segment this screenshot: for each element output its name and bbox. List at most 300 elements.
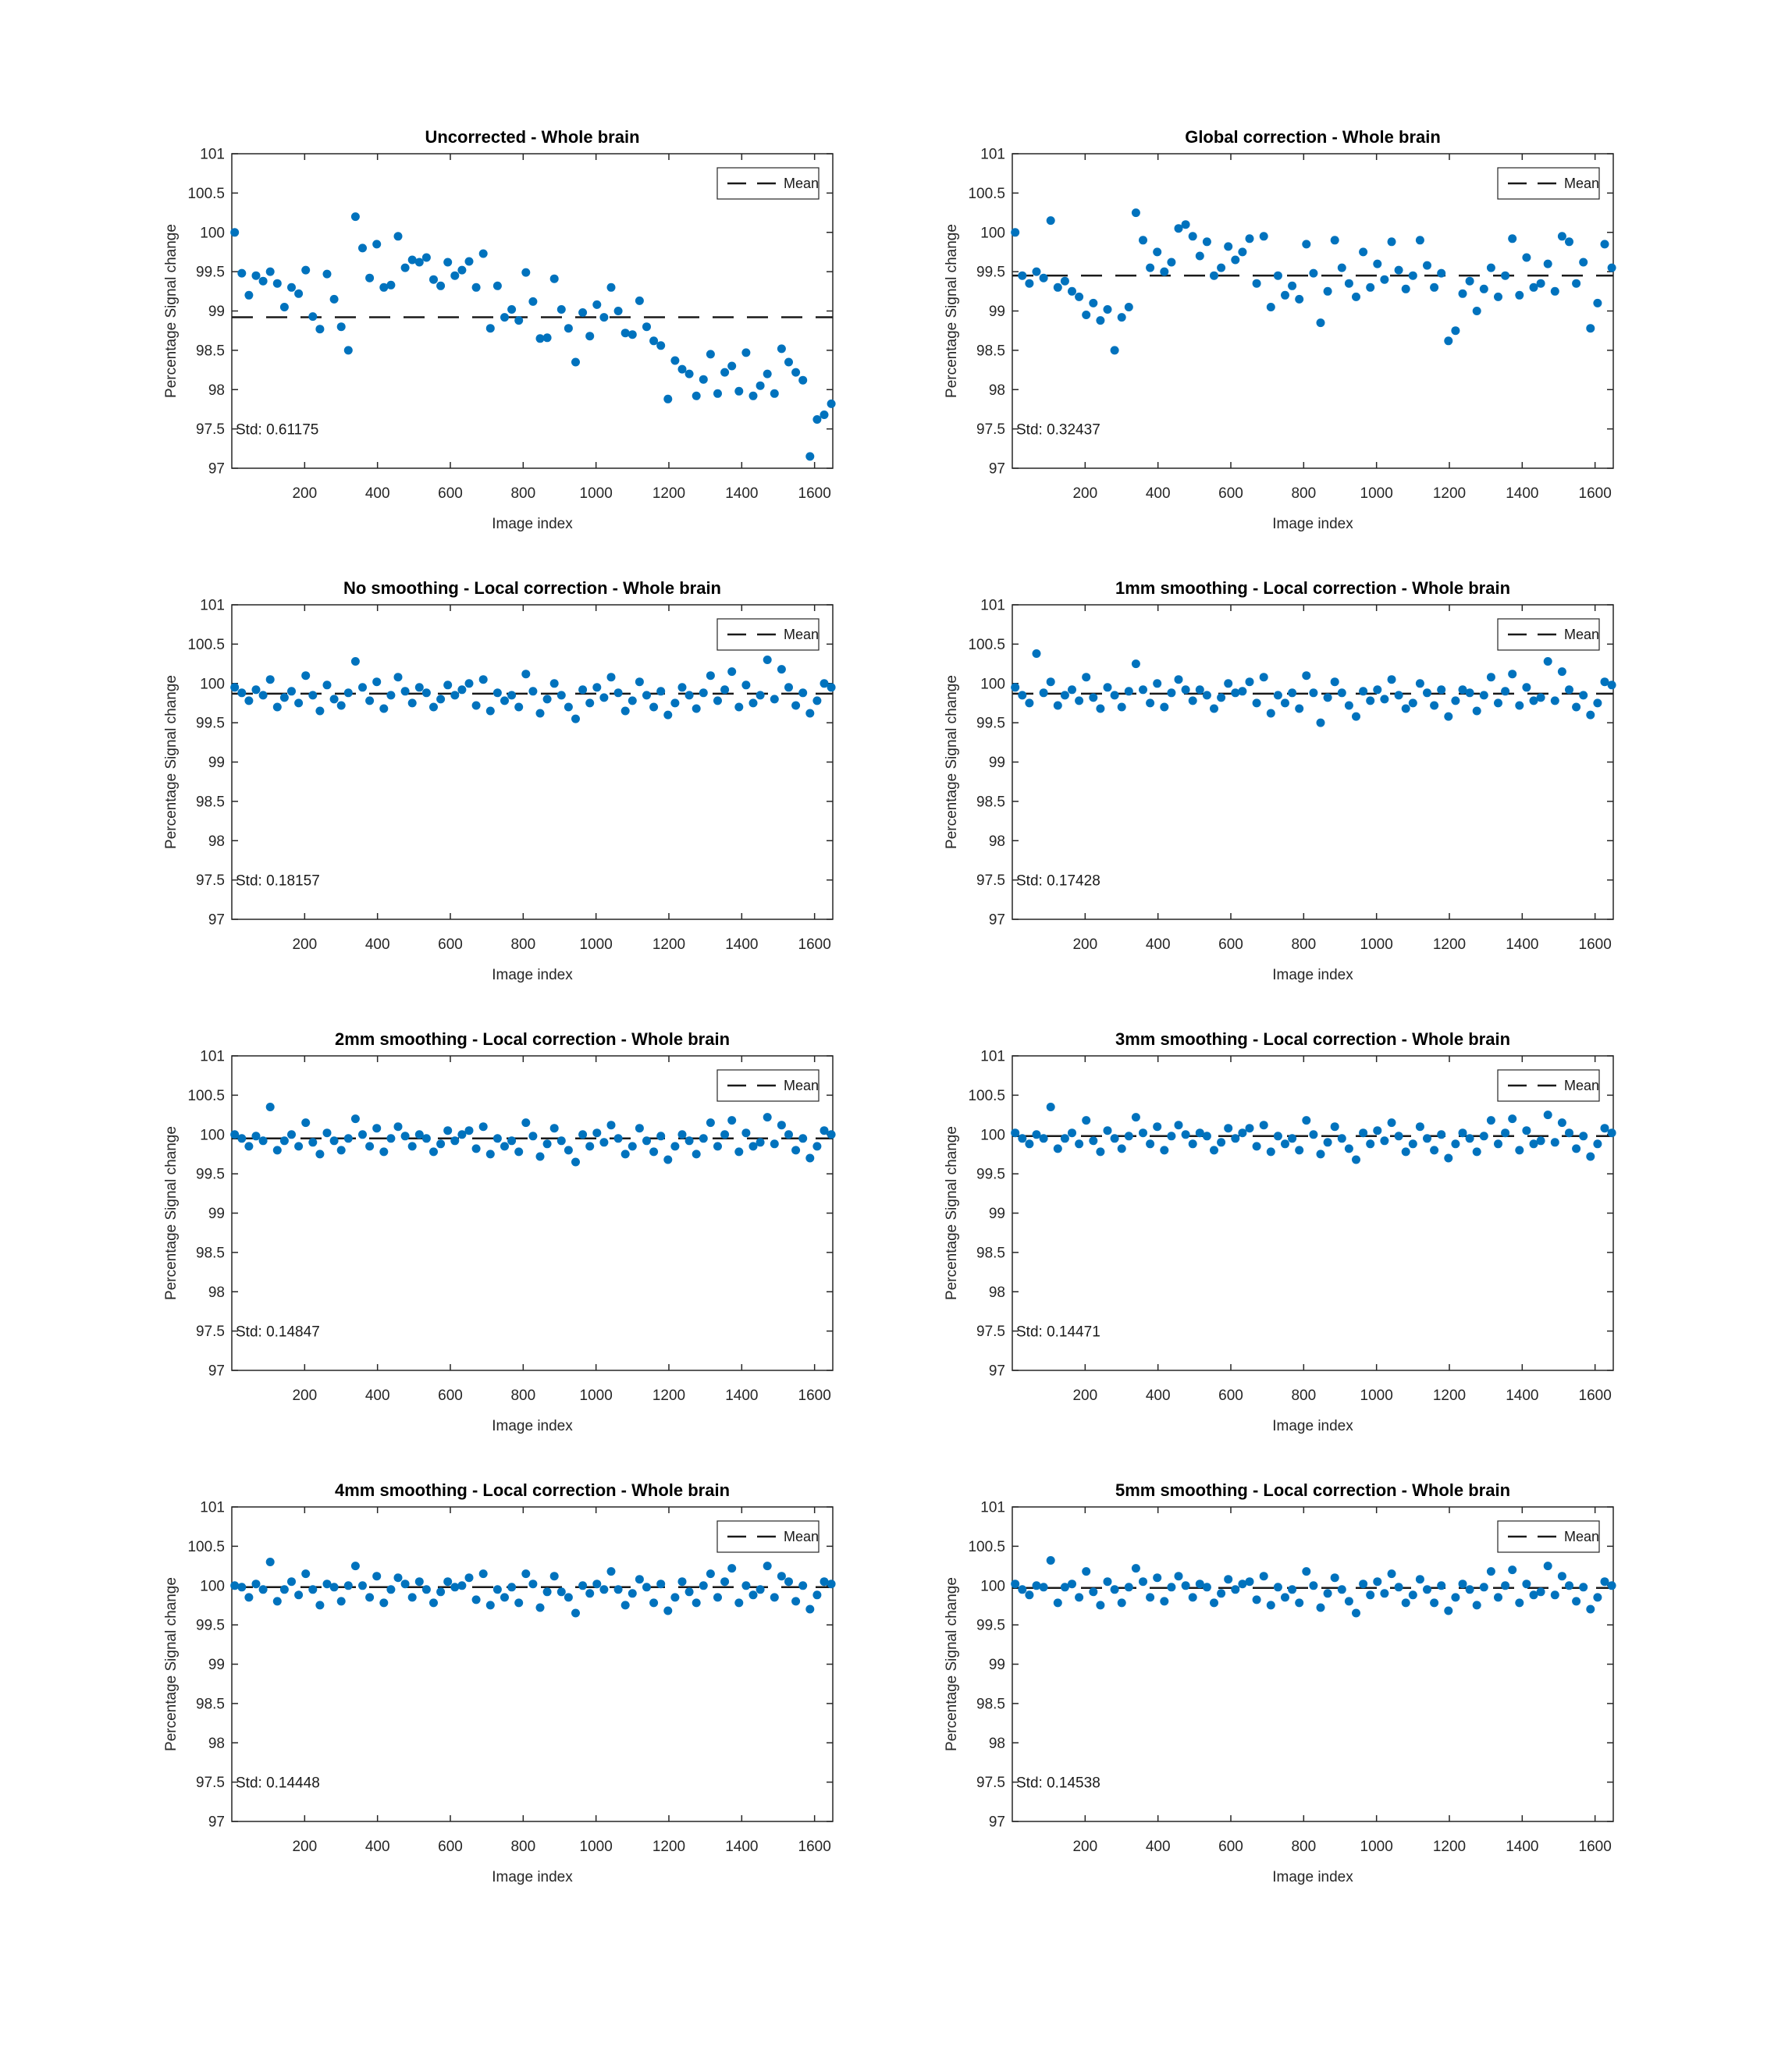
data-point: [1054, 702, 1062, 710]
y-tick-label: 100.5: [187, 1087, 225, 1104]
data-point: [557, 691, 566, 699]
data-point: [1501, 1581, 1509, 1590]
data-point: [394, 1122, 403, 1131]
data-point: [337, 1597, 346, 1605]
data-point: [294, 1590, 303, 1599]
data-point: [273, 1146, 282, 1154]
data-point: [599, 693, 608, 702]
data-point: [1153, 247, 1161, 256]
data-point: [1274, 272, 1282, 280]
data-point: [536, 1604, 545, 1612]
data-point: [1459, 1580, 1467, 1588]
x-tick-label: 200: [292, 485, 318, 502]
x-tick-label: 400: [1145, 936, 1171, 953]
data-point: [1522, 254, 1531, 262]
data-point: [1352, 293, 1360, 301]
data-point: [1558, 1572, 1566, 1580]
data-point: [330, 295, 339, 304]
data-point: [1395, 1132, 1403, 1140]
data-point: [429, 703, 438, 712]
data-point: [1132, 1564, 1140, 1572]
data-point: [1146, 1593, 1154, 1601]
data-point: [1359, 247, 1367, 256]
data-point: [1508, 234, 1516, 243]
data-point: [1210, 1598, 1218, 1607]
data-point: [1196, 685, 1204, 694]
data-point: [308, 1585, 317, 1594]
data-point: [344, 688, 353, 697]
data-point: [273, 279, 282, 288]
y-tick-label: 100: [980, 225, 1005, 242]
data-point: [401, 264, 410, 272]
y-tick-label: 98.5: [976, 1696, 1005, 1713]
data-point: [1068, 685, 1076, 694]
data-point: [422, 688, 431, 697]
data-point: [564, 1146, 573, 1154]
data-point: [1125, 303, 1133, 311]
data-point: [351, 1562, 360, 1570]
data-point: [1544, 260, 1552, 268]
data-point: [486, 707, 495, 716]
y-tick-label: 101: [200, 146, 225, 163]
y-tick-label: 100.5: [187, 185, 225, 202]
data-point: [1515, 702, 1524, 710]
scatter-points: [230, 212, 835, 460]
data-point: [472, 1144, 481, 1153]
std-annotation: Std: 0.14538: [1016, 1775, 1100, 1792]
data-point: [1480, 691, 1488, 699]
data-point: [1025, 698, 1033, 707]
data-point: [1558, 667, 1566, 676]
data-point: [1551, 1138, 1559, 1146]
data-point: [301, 1569, 310, 1578]
data-point: [1544, 657, 1552, 666]
data-point: [642, 691, 651, 699]
data-point: [1118, 1598, 1126, 1607]
y-tick-label: 100.5: [187, 636, 225, 653]
data-point: [749, 698, 758, 707]
data-point: [1345, 1144, 1353, 1153]
data-point: [706, 350, 715, 358]
data-point: [1324, 1138, 1332, 1146]
y-tick-label: 101: [200, 597, 225, 614]
x-tick-label: 200: [1072, 1839, 1098, 1855]
data-point: [1572, 1597, 1580, 1605]
data-point: [365, 1593, 374, 1601]
x-tick-label: 200: [1072, 485, 1098, 502]
data-point: [294, 290, 303, 298]
data-point: [365, 696, 374, 705]
data-point: [1153, 1122, 1161, 1131]
data-point: [1331, 1573, 1339, 1582]
data-point: [642, 1583, 651, 1591]
data-point: [543, 695, 552, 703]
data-point: [720, 1577, 729, 1586]
data-point: [1111, 346, 1119, 354]
x-tick-label: 1600: [1578, 936, 1612, 953]
y-tick-label: 99.5: [196, 1166, 225, 1183]
data-point: [1593, 1139, 1602, 1148]
x-tick-label: 600: [438, 485, 463, 502]
data-point: [1096, 1147, 1104, 1156]
legend-label: Mean: [1564, 1529, 1600, 1544]
data-point: [528, 687, 537, 695]
data-point: [1253, 279, 1261, 288]
y-tick-label: 97.5: [196, 1324, 225, 1341]
data-point: [1501, 1128, 1509, 1137]
x-tick-label: 600: [438, 1839, 463, 1855]
data-point: [1018, 1585, 1026, 1594]
data-point: [621, 1150, 630, 1158]
chart-title: No smoothing - Local correction - Whole brain: [343, 578, 722, 598]
data-point: [1373, 1577, 1381, 1586]
x-tick-label: 800: [1291, 1388, 1317, 1404]
data-point: [585, 332, 594, 340]
data-point: [457, 685, 466, 694]
data-point: [1210, 705, 1218, 713]
data-point: [727, 362, 736, 371]
data-point: [337, 702, 346, 710]
data-point: [1224, 242, 1232, 251]
data-point: [379, 1598, 388, 1607]
data-point: [1082, 1116, 1090, 1125]
data-point: [1246, 234, 1254, 243]
data-point: [500, 1593, 509, 1601]
data-point: [252, 272, 261, 280]
data-point: [1608, 1128, 1616, 1137]
data-point: [1246, 1124, 1254, 1132]
data-point: [1430, 283, 1438, 292]
data-point: [1089, 1587, 1097, 1596]
data-point: [713, 1593, 722, 1601]
data-point: [1047, 677, 1055, 686]
x-axis-label: Image index: [1272, 1869, 1353, 1885]
data-point: [1309, 688, 1317, 697]
data-point: [1217, 1589, 1225, 1597]
data-point: [1082, 1567, 1090, 1576]
data-point: [706, 1118, 715, 1127]
data-point: [1388, 675, 1396, 684]
y-tick-label: 97: [988, 1814, 1005, 1831]
data-point: [685, 691, 694, 699]
data-point: [614, 307, 623, 315]
data-point: [1238, 247, 1246, 256]
data-point: [756, 382, 765, 390]
data-point: [450, 691, 459, 699]
y-tick-label: 101: [980, 146, 1005, 163]
legend-label: Mean: [784, 1078, 820, 1093]
data-point: [422, 1134, 431, 1142]
data-point: [465, 1573, 474, 1582]
data-point: [550, 275, 559, 283]
y-axis-label: Percentage Signal change: [944, 1577, 960, 1751]
data-point: [656, 687, 665, 695]
data-point: [301, 1118, 310, 1127]
y-tick-label: 98.5: [196, 343, 225, 360]
y-tick-label: 97: [208, 912, 225, 929]
subplot-6: [780, 986, 1676, 1485]
scatter-points: [1011, 208, 1616, 354]
data-point: [386, 1134, 395, 1142]
data-point: [571, 1158, 580, 1167]
data-point: [266, 1558, 275, 1566]
data-point: [678, 1130, 687, 1139]
data-point: [1437, 269, 1445, 278]
data-point: [401, 1580, 410, 1588]
data-point: [280, 1585, 289, 1594]
data-point: [1494, 1593, 1502, 1601]
axes-box: [232, 1507, 833, 1821]
data-point: [763, 370, 772, 378]
x-tick-label: 800: [510, 485, 536, 502]
data-point: [436, 1139, 445, 1148]
data-point: [450, 1136, 459, 1145]
data-point: [1551, 696, 1559, 705]
data-point: [1040, 274, 1048, 283]
data-point: [493, 282, 502, 290]
data-point: [500, 313, 509, 322]
data-point: [1515, 291, 1524, 300]
y-tick-label: 97.5: [976, 421, 1005, 439]
data-point: [1494, 698, 1502, 707]
axes-box: [1012, 1507, 1613, 1821]
data-point: [351, 657, 360, 666]
data-point: [415, 683, 424, 691]
x-tick-label: 400: [1145, 485, 1171, 502]
data-point: [528, 297, 537, 306]
data-point: [1210, 1146, 1218, 1154]
data-point: [1309, 269, 1317, 278]
data-point: [521, 268, 530, 277]
data-point: [1231, 688, 1239, 697]
data-point: [649, 1598, 658, 1607]
data-point: [1416, 679, 1424, 688]
data-point: [1380, 1589, 1388, 1597]
data-point: [1345, 279, 1353, 288]
data-point: [692, 1598, 701, 1607]
data-point: [1160, 703, 1168, 712]
data-point: [1537, 1136, 1545, 1145]
y-tick-label: 97: [208, 460, 225, 478]
scatter-points: [230, 1103, 835, 1167]
data-point: [429, 1598, 438, 1607]
data-point: [337, 1146, 346, 1154]
data-point: [308, 1138, 317, 1146]
data-point: [344, 1581, 353, 1590]
data-point: [1288, 1134, 1296, 1142]
data-point: [1139, 1577, 1147, 1586]
y-tick-label: 97.5: [196, 1775, 225, 1792]
data-point: [585, 1142, 594, 1150]
x-tick-label: 1400: [725, 936, 759, 953]
data-point: [1167, 688, 1175, 697]
data-point: [1274, 691, 1282, 699]
x-tick-label: 1600: [798, 1388, 831, 1404]
data-point: [1096, 705, 1104, 713]
data-point: [1466, 688, 1474, 697]
data-point: [408, 1593, 417, 1601]
data-point: [656, 341, 665, 350]
data-point: [1210, 272, 1218, 280]
data-point: [1260, 232, 1268, 240]
data-point: [230, 683, 239, 691]
data-point: [635, 297, 644, 305]
data-point: [557, 305, 566, 314]
y-axis-label: Percentage Signal change: [163, 675, 180, 849]
data-point: [1075, 293, 1083, 301]
data-point: [670, 698, 679, 707]
data-point: [614, 1585, 623, 1594]
data-point: [1075, 1139, 1083, 1148]
y-tick-label: 101: [980, 597, 1005, 614]
data-point: [1011, 1128, 1019, 1137]
scatter-points: [230, 656, 835, 723]
data-point: [244, 1593, 253, 1601]
data-point: [1423, 1585, 1431, 1594]
data-point: [1593, 1593, 1602, 1601]
data-point: [621, 329, 630, 337]
data-point: [1338, 264, 1346, 272]
data-point: [1508, 670, 1516, 678]
data-point: [465, 258, 474, 266]
data-point: [1111, 1585, 1119, 1594]
data-point: [1011, 1580, 1019, 1588]
data-point: [237, 688, 246, 697]
data-point: [493, 1585, 502, 1594]
data-point: [1324, 1589, 1332, 1597]
data-point: [564, 324, 573, 332]
data-point: [1068, 1128, 1076, 1137]
y-tick-label: 97.5: [196, 421, 225, 439]
data-point: [564, 703, 573, 712]
data-point: [443, 681, 452, 689]
data-point: [550, 679, 559, 688]
x-axis-label: Image index: [492, 967, 573, 983]
data-point: [1487, 1567, 1495, 1576]
data-point: [1423, 261, 1431, 270]
data-point: [1388, 1118, 1396, 1127]
data-point: [358, 683, 367, 691]
data-point: [1331, 677, 1339, 686]
data-point: [1544, 1111, 1552, 1119]
data-point: [1238, 1128, 1246, 1137]
std-annotation: Std: 0.61175: [236, 421, 319, 439]
data-point: [1082, 673, 1090, 681]
data-point: [1132, 208, 1140, 217]
data-point: [500, 696, 509, 705]
data-point: [1494, 293, 1502, 301]
data-point: [557, 1136, 566, 1145]
data-point: [1551, 287, 1559, 296]
data-point: [1182, 1581, 1190, 1590]
data-point: [1011, 228, 1019, 236]
data-point: [1324, 693, 1332, 702]
data-point: [1593, 698, 1602, 707]
data-point: [1437, 685, 1445, 694]
data-point: [678, 1577, 687, 1586]
data-point: [1217, 1138, 1225, 1146]
data-point: [1416, 1575, 1424, 1583]
data-point: [621, 1601, 630, 1609]
data-point: [1018, 1134, 1026, 1142]
data-point: [1359, 1128, 1367, 1137]
x-tick-label: 400: [1145, 1839, 1171, 1855]
data-point: [1551, 1590, 1559, 1599]
data-point: [1444, 1154, 1452, 1163]
data-point: [1075, 696, 1083, 705]
data-point: [1366, 1139, 1374, 1148]
data-point: [323, 1128, 332, 1137]
data-point: [727, 1116, 736, 1125]
data-point: [1033, 649, 1041, 658]
data-point: [237, 1134, 246, 1142]
data-point: [756, 691, 765, 699]
y-tick-label: 98.5: [976, 1245, 1005, 1262]
data-point: [1544, 1562, 1552, 1570]
data-point: [1288, 282, 1296, 290]
data-point: [1182, 220, 1190, 229]
data-point: [1061, 277, 1069, 286]
data-point: [543, 1139, 552, 1148]
legend: [1498, 168, 1599, 199]
data-point: [628, 1589, 637, 1597]
data-point: [379, 1147, 388, 1156]
data-point: [1423, 688, 1431, 697]
data-point: [670, 1142, 679, 1150]
data-point: [273, 703, 282, 712]
x-tick-label: 1000: [579, 1388, 613, 1404]
data-point: [323, 681, 332, 689]
y-tick-label: 100: [980, 1578, 1005, 1595]
data-point: [1061, 691, 1069, 699]
data-point: [266, 268, 275, 276]
data-point: [273, 1597, 282, 1605]
data-point: [1366, 283, 1374, 292]
data-point: [436, 695, 445, 703]
x-tick-label: 800: [510, 1839, 536, 1855]
data-point: [1345, 702, 1353, 710]
data-point: [1118, 313, 1126, 322]
data-point: [1537, 693, 1545, 702]
data-point: [394, 1573, 403, 1582]
data-point: [287, 1130, 296, 1139]
data-point: [614, 688, 623, 697]
data-point: [727, 1564, 736, 1572]
data-point: [472, 1595, 481, 1604]
data-point: [607, 673, 616, 681]
x-tick-label: 1600: [798, 485, 831, 502]
data-point: [386, 1585, 395, 1594]
data-point: [287, 1577, 296, 1586]
data-point: [1267, 303, 1275, 311]
data-point: [1189, 232, 1197, 240]
x-tick-label: 800: [1291, 936, 1317, 953]
y-tick-label: 99.5: [196, 715, 225, 732]
data-point: [1409, 272, 1417, 280]
data-point: [507, 1136, 516, 1145]
data-point: [1494, 1139, 1502, 1148]
data-point: [1175, 1572, 1183, 1580]
data-point: [1295, 1598, 1303, 1607]
y-axis-label: Percentage Signal change: [163, 1577, 180, 1751]
data-point: [749, 1590, 758, 1599]
data-point: [1118, 1144, 1126, 1153]
data-point: [1473, 1601, 1481, 1609]
data-point: [1267, 709, 1275, 718]
data-point: [465, 679, 474, 688]
data-point: [1281, 291, 1289, 300]
data-point: [415, 258, 424, 267]
